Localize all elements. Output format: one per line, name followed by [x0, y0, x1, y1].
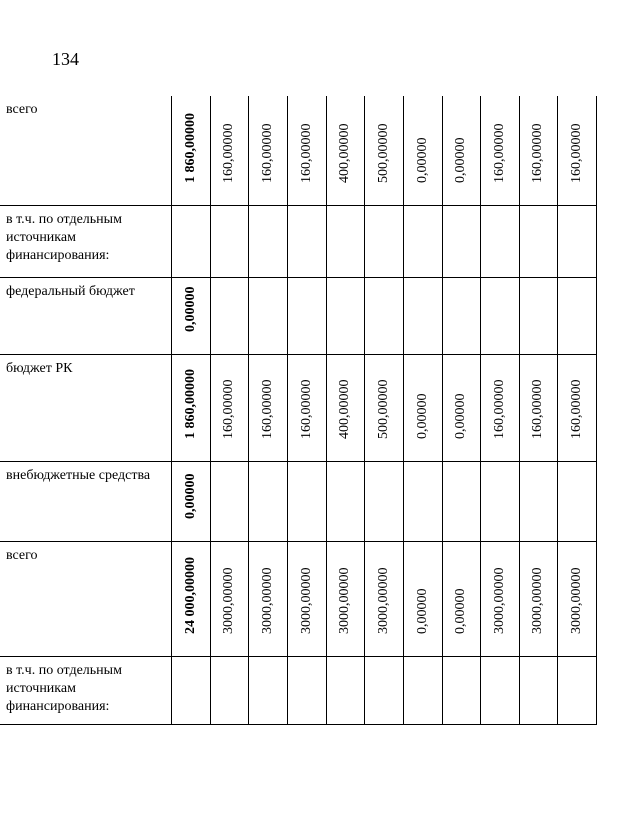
year-value: 400,00000 — [337, 123, 352, 183]
year-value: 160,00000 — [298, 379, 314, 439]
year-value-cell — [480, 656, 519, 724]
total-value: 0,00000 — [182, 473, 198, 519]
year-value-cell — [364, 354, 403, 461]
total-cell — [171, 96, 210, 205]
row-label: федеральный бюджет — [0, 277, 171, 354]
year-value-cell — [557, 277, 596, 354]
total-cell — [171, 461, 210, 541]
year-value: 500,00000 — [375, 123, 391, 183]
year-value: 160,00000 — [568, 123, 584, 183]
year-value-cell — [480, 277, 519, 354]
year-value: 3000,00000 — [530, 567, 545, 634]
year-value-cell — [326, 541, 364, 656]
year-value-cell — [248, 205, 287, 277]
total-cell — [171, 541, 210, 656]
year-value-cell — [519, 656, 557, 724]
year-value-cell — [557, 205, 596, 277]
year-value: 3000,00000 — [259, 567, 275, 634]
year-value-cell — [210, 354, 248, 461]
year-value-cell — [364, 277, 403, 354]
year-value-cell — [442, 205, 480, 277]
funding-table — [0, 96, 597, 725]
row-label: в т.ч. по отдельным источникам финансирования: — [0, 205, 171, 277]
year-value-cell — [403, 96, 442, 205]
year-value-cell — [287, 277, 326, 354]
year-value: 160,00000 — [530, 379, 545, 439]
year-value: 500,00000 — [375, 379, 391, 439]
year-value-cell — [287, 96, 326, 205]
year-value-cell — [403, 461, 442, 541]
year-value-cell — [403, 541, 442, 656]
table-row — [0, 354, 596, 461]
total-value: 1 860,00000 — [182, 368, 198, 439]
table-row — [0, 541, 596, 656]
total-value: 0,00000 — [182, 286, 198, 332]
year-value-cell — [210, 277, 248, 354]
year-value: 160,00000 — [491, 379, 507, 439]
year-value-cell — [403, 354, 442, 461]
year-value: 160,00000 — [568, 379, 584, 439]
year-value-cell — [248, 541, 287, 656]
year-value: 3000,00000 — [298, 567, 314, 634]
year-value: 0,00000 — [414, 588, 430, 634]
year-value-cell — [210, 96, 248, 205]
year-value-cell — [287, 461, 326, 541]
year-value-cell — [210, 205, 248, 277]
year-value: 160,00000 — [221, 379, 236, 439]
total-value: 1 860,00000 — [182, 112, 198, 183]
year-value-cell — [287, 541, 326, 656]
year-value-cell — [557, 461, 596, 541]
year-value-cell — [210, 461, 248, 541]
year-value-cell — [364, 461, 403, 541]
year-value: 3000,00000 — [337, 567, 352, 634]
year-value-cell — [326, 354, 364, 461]
year-value: 3000,00000 — [375, 567, 391, 634]
year-value-cell — [403, 277, 442, 354]
year-value-cell — [442, 541, 480, 656]
year-value-cell — [326, 656, 364, 724]
year-value: 0,00000 — [453, 393, 468, 439]
year-value-cell — [557, 541, 596, 656]
year-value-cell — [287, 656, 326, 724]
year-value-cell — [480, 354, 519, 461]
year-value-cell — [519, 96, 557, 205]
year-value-cell — [364, 656, 403, 724]
year-value-cell — [480, 205, 519, 277]
year-value-cell — [557, 354, 596, 461]
row-label: внебюджетные средства — [0, 461, 171, 541]
year-value-cell — [326, 461, 364, 541]
year-value-cell — [519, 277, 557, 354]
year-value-cell — [557, 96, 596, 205]
year-value: 3000,00000 — [491, 567, 507, 634]
row-label: в т.ч. по отдельным источникам финансирования: — [0, 656, 171, 724]
year-value-cell — [442, 461, 480, 541]
year-value: 160,00000 — [298, 123, 314, 183]
year-value: 160,00000 — [221, 123, 236, 183]
year-value: 160,00000 — [259, 123, 275, 183]
total-cell — [171, 205, 210, 277]
year-value: 160,00000 — [530, 123, 545, 183]
year-value: 400,00000 — [337, 379, 352, 439]
year-value-cell — [519, 205, 557, 277]
year-value: 0,00000 — [453, 137, 468, 183]
year-value-cell — [519, 354, 557, 461]
year-value-cell — [519, 461, 557, 541]
year-value-cell — [442, 277, 480, 354]
year-value-cell — [442, 354, 480, 461]
row-label: бюджет РК — [0, 354, 171, 461]
total-value: 24 000,00000 — [182, 556, 198, 634]
total-cell — [171, 277, 210, 354]
year-value: 160,00000 — [491, 123, 507, 183]
year-value-cell — [364, 96, 403, 205]
year-value-cell — [326, 205, 364, 277]
year-value-cell — [326, 96, 364, 205]
year-value-cell — [326, 277, 364, 354]
year-value-cell — [287, 354, 326, 461]
year-value-cell — [248, 461, 287, 541]
year-value-cell — [248, 96, 287, 205]
year-value-cell — [248, 354, 287, 461]
row-label: всего — [0, 96, 171, 205]
year-value-cell — [442, 96, 480, 205]
year-value-cell — [480, 461, 519, 541]
table-row — [0, 96, 596, 205]
year-value: 0,00000 — [453, 588, 468, 634]
year-value-cell — [210, 656, 248, 724]
total-cell — [171, 656, 210, 724]
year-value-cell — [480, 96, 519, 205]
table-row — [0, 656, 596, 724]
year-value-cell — [287, 205, 326, 277]
year-value-cell — [364, 205, 403, 277]
page-number: 134 — [52, 49, 79, 69]
year-value-cell — [403, 656, 442, 724]
year-value-cell — [480, 541, 519, 656]
year-value: 0,00000 — [414, 137, 430, 183]
year-value: 0,00000 — [414, 393, 430, 439]
year-value-cell — [364, 541, 403, 656]
year-value-cell — [557, 656, 596, 724]
year-value-cell — [210, 541, 248, 656]
year-value-cell — [442, 656, 480, 724]
year-value: 160,00000 — [259, 379, 275, 439]
total-cell — [171, 354, 210, 461]
year-value-cell — [248, 277, 287, 354]
year-value-cell — [403, 205, 442, 277]
year-value-cell — [248, 656, 287, 724]
year-value-cell — [519, 541, 557, 656]
table-row — [0, 461, 596, 541]
row-label: всего — [0, 541, 171, 656]
year-value: 3000,00000 — [568, 567, 584, 634]
table-row — [0, 277, 596, 354]
table-row — [0, 205, 596, 277]
year-value: 3000,00000 — [221, 567, 236, 634]
